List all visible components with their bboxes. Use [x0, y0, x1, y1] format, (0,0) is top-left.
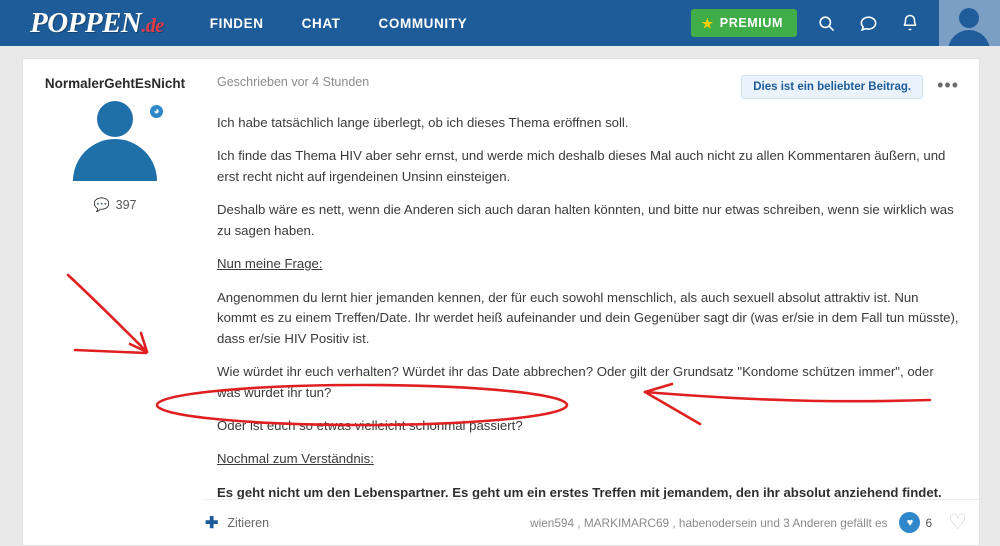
post-paragraph-highlighted: Oder ist euch so etwas vielleicht schonmal passiert? [217, 417, 523, 433]
post-footer [203, 499, 979, 545]
post-paragraph: Wie würdet ihr euch verhalten? Würdet ihr das Date abbrechen? Oder gilt der Grundsatz "Kondome schützen immer", oder was würdet ihr tun? [217, 364, 934, 400]
avatar[interactable] [939, 0, 1000, 46]
forum-post [22, 58, 980, 546]
main-nav [210, 16, 467, 31]
post-body [217, 113, 959, 503]
nav-chat[interactable]: CHAT [301, 15, 341, 31]
like-count[interactable] [899, 512, 932, 533]
quote-button[interactable] [203, 513, 269, 533]
likes-summary: wien594 , MARKIMARC69 , habenodersein und 3 Anderen gefällt es [530, 515, 888, 530]
avatar-head [959, 8, 979, 28]
post-paragraph-bold: Es geht nicht um den Lebenspartner. Es geht um ein erstes Treffen mit jemandem, den ihr absolut anziehend findet. [217, 484, 942, 500]
post-subheading: Nun meine Frage: [217, 256, 323, 272]
post-paragraph: Ich finde das Thema HIV aber sehr ernst, und werde mich deshalb dieses Mal auch nicht zu allen Kommentaren äußern, und erst recht nicht auf irgendeinen Unsinn einsteigen. [217, 148, 946, 184]
author-avatar[interactable] [69, 101, 161, 181]
logo-main-text: POPPEN [30, 6, 142, 39]
bell-icon[interactable] [897, 10, 923, 36]
post-author-column [23, 59, 203, 545]
star-icon: ★ [701, 15, 714, 31]
page-content [0, 46, 1000, 546]
post-paragraph: Angenommen du lernt hier jemanden kennen, der für euch sowohl menschlich, als auch sexuell absolut attraktiv ist. Nun kommt es zu einem Treffen/Date. Ihr werdet heiß aufeinander und dein Gegenüber sagt dir (was er/sie in dem Fall tun müsste), dass er/sie HIV Positiv ist. [217, 289, 959, 346]
post-timestamp: Geschrieben vor 4 Stunden [217, 75, 370, 89]
nav-finden[interactable]: FINDEN [209, 15, 264, 31]
post-paragraph: Deshalb wäre es nett, wenn die Anderen sich auch daran halten könnten, und bitte nur etwas schreiben, wenn sie wirklich was zu sagen haben. [217, 202, 954, 238]
status-badge[interactable]: Dies ist ein beliebter Beitrag. [741, 75, 923, 99]
premium-button[interactable] [691, 9, 798, 37]
more-options-icon[interactable]: ••• [937, 75, 959, 95]
post-paragraph: Ich habe tatsächlich lange überlegt, ob ich dieses Thema eröffnen soll. [217, 115, 629, 130]
premium-label: PREMIUM [719, 16, 783, 30]
avatar-body [73, 139, 157, 181]
author-post-count [37, 197, 193, 213]
avatar-body [948, 30, 990, 46]
search-icon[interactable] [813, 10, 839, 36]
heart-icon: ♥ [899, 512, 920, 533]
author-name[interactable]: NormalerGehtEsNicht [44, 76, 186, 91]
comment-bubble-icon: 💬 [93, 197, 110, 213]
chat-bubble-icon[interactable] [855, 10, 881, 36]
nav-community[interactable]: COMMUNITY [378, 15, 468, 31]
site-logo[interactable] [30, 7, 164, 40]
plus-icon: ✚ [205, 514, 219, 532]
post-subheading: Nochmal zum Verständnis: [217, 451, 374, 467]
online-status-icon: ◕ [148, 103, 165, 120]
like-count-value: 6 [925, 515, 933, 530]
post-content-column [203, 59, 979, 545]
top-navigation-bar [0, 0, 1000, 46]
post-meta [217, 75, 959, 101]
post-count-value: 397 [115, 198, 137, 213]
header-actions [691, 0, 1000, 46]
avatar-head [97, 101, 133, 137]
quote-label: Zitieren [227, 515, 270, 530]
logo-suffix-text: .de [141, 14, 164, 37]
post-meta-actions [741, 75, 959, 99]
like-button-heart-icon[interactable]: ♡ [948, 511, 967, 534]
